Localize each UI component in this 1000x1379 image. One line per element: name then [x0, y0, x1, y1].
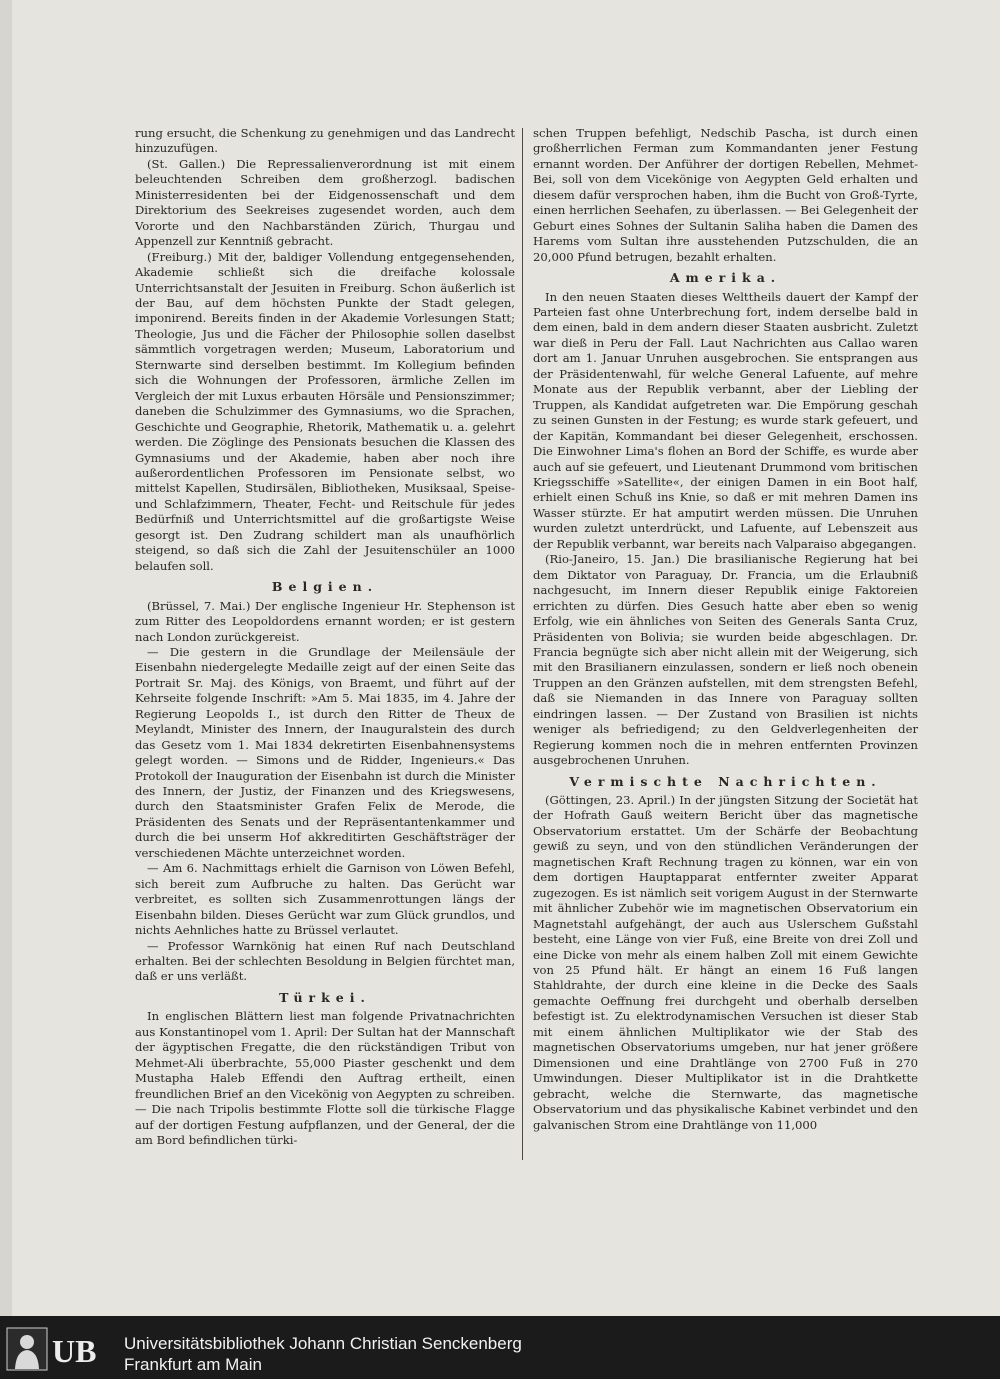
paragraph: (Freiburg.) Mit der, baldiger Vollendung entgegensehenden, Akademie schließt sich die dreifache kolossale Unterrichtsanstalt der Jesuiten in Freiburg. Schon äußerlich ist der Bau, auf dem höchsten Punkte der Stadt gelegen, imponirend. Bereits finden in der Akademie Vorlesungen Statt; Theologie, Jus und die Fächer der Philosophie sollen daselbst sämmtlich vorgetragen werden; Museum, Laboratorium und Sternwarte sind derselben bestimmt. Im Kollegium befinden sich die Wohnungen der Professoren, ärmliche Zellen im Vergleich der mit Luxus erbauten Hörsäle und Pensionszimmer; daneben die Schulzimmer des Gymnasiums, wo die Sprachen, Geschichte und Geographie, Rhetorik, Mathematik u. a. gelehrt werden. Die Zöglinge des Pensionats besuchen die Klassen des Gymnasiums und der Akademie, haben aber noch ihre außerordentlichen Professoren im Pensionate selbst, wo mittelst Kapellen, Studirsälen, Bibliotheken, Musiksaal, Speise- und Schlafzimmern, Theater, Fecht- und Reitschule für jedes Bedürfniß und Unterrichtsmittel auf die großartigste Weise gesorgt ist. Den Zudrang schildert man als unaufhörlich steigend, so daß sich die Zahl der Jesuitenschüler an 1000 belaufen soll. — [135, 249, 515, 573]
paragraph: — Professor Warnkönig hat einen Ruf nach Deutschland erhalten. Bei der schlechten Besoldung in Belgien fürchtet man, daß er uns verläßt. — [135, 938, 515, 984]
paragraph: (Rio-Janeiro, 15. Jan.) Die brasilianische Regierung hat bei dem Diktator von Paraguay, Dr. Francia, um die Erlaubniß nachgesucht, im Innern dieser Republik einige Faktoreien errichten zu dürfen. Dies Gesuch hatte aber eben so wenig Erfolg, wie ein ähnliches von Seiten des Generals Santa Cruz, Präsidenten von Bolivia; sie wurden beide abgeschlagen. Dr. Francia begnügte sich aber nicht allein mit der Weigerung, sich mit den Brasilianern einzulassen, sondern er ließ noch obenein Truppen an den Gränzen aufstellen, mit dem strengsten Befehl, daß sie Niemanden in das Innere von Paraguay sollten eindringen lassen. — Der Zustand von Brasilien ist nichts weniger als befriedigend; zu den Geldverlegenheiten der Regierung kommen noch die in mehren entfernten Provinzen ausgebrochenen Unruhen. — [533, 552, 918, 768]
left-column — [135, 126, 515, 1148]
paragraph: In den neuen Staaten dieses Welttheils dauert der Kampf der Parteien fast ohne Unterbrechung fort, indem derselbe bald in dem einen, bald in dem andern dieser Staaten ausbricht. Zuletzt war dieß in Peru der Fall. Laut Nachrichten aus Callao waren dort am 1. Januar Unruhen ausgebrochen. Sie entsprangen aus der Präsidentenwahl, für welche General Lafuente, auf mehre Monate aus der Republik verbannt, aber der Liebling der Truppen, als Kandidat aufgetreten war. Die Empörung geschah zu seinen Gunsten in der Festung; es wurde stark gefeuert, und der Kapitän, Kommandant bei dieser Gelegenheit, erschossen. Die Einwohner Lima's flohen an Bord der Schiffe, es wurde aber auch auf sie gefeuert, und Lieutenant Drummond vom britischen Kriegsschiffe »Satellite«, der einigen Damen in ein Boot half, erhielt einen Schuß ins Knie, so daß er mit mehren Damen ins Wasser stürzte. Er hat amputirt werden müssen. Die Unruhen wurden zuletzt unterdrückt, und Lafuente, auf Lebenszeit aus der Republik verbannt, war bereits nach Valparaiso abgegangen. — [533, 289, 918, 551]
ub-logo-icon — [6, 1327, 116, 1371]
section-heading: Belgien. — [271, 579, 379, 595]
library-location: Frankfurt am Main — [124, 1355, 262, 1374]
section-heading: Türkei. — [279, 989, 371, 1005]
paragraph: — Am 6. Nachmittags erhielt die Garnison von Löwen Befehl, sich bereit zum Aufbruche zu halten. Das Gerücht war verbreitet, es sollten sich Zusammenrottungen längs der Eisenbahn bilden. Dieses Gerücht war zum Glück grundlos, und nichts Aehnliches hatte zu Brüssel verlautet. — [135, 861, 515, 938]
paragraph: rung ersucht, die Schenkung zu genehmigen und das Landrecht hinzuzufügen. — [135, 126, 515, 156]
right-column — [533, 126, 918, 1133]
paragraph: (St. Gallen.) Die Repressalienverordnung ist mit einem beleuchtenden Schreiben dem großherzogl. badischen Ministerresidenten bei der Eidgenossenschaft und dem Direktorium des Seekreises zugesendet worden, auch dem Vororte und den Nachbarständen Zürich, Thurgau und Appenzell zur Kenntniß gebracht. — [135, 156, 515, 249]
paragraph: schen Truppen befehligt, Nedschib Pascha, ist durch einen großherrlichen Ferman zum Kommandanten jener Festung ernannt worden. Der Anführer der dortigen Rebellen, Mehmet-Bei, soll von dem Vicekönige von Aegypten Geld erhalten und diesem dafür versprochen haben, ihm die Bucht von Groß-Tyrte, einen herrlichen Seehafen, zu überlassen. — Bei Gelegenheit der Geburt eines Sohnes der Sultanin Saliha haben die Damen des Harems vom Sultan ihre ausstehenden Putzschulden, die an 20,000 Pfund betrugen, bezahlt erhalten. — [533, 126, 918, 264]
section-heading: Vermischte Nachrichten. — [569, 773, 882, 789]
paper-edge — [0, 0, 12, 1316]
paragraph: In englischen Blättern liest man folgende Privatnachrichten aus Konstantinopel vom 1. April: Der Sultan hat der Mannschaft der ägyptischen Fregatte, die den rückständigen Tribut von Mehmet-Ali überbrachte, 55,000 Piaster geschenkt und dem Mustapha Haleb Effendi den Auftrag ertheilt, einen freundlichen Brief an den Vicekönig von Aegypten zu schreiben. — Die nach Tripolis bestimmte Flotte soll die türkische Flagge auf der dortigen Festung aufpflanzen, und der General, der die am Bord befindlichen türki- — [135, 1009, 515, 1147]
paragraph: (Göttingen, 23. April.) In der jüngsten Sitzung der Societät hat der Hofrath Gauß weitern Bericht über das magnetische Observatorium erstattet. Um der Schärfe der Beobachtung gewiß zu seyn, und von den stündlichen Veränderungen der magnetischen Kraft Rechnung tragen zu können, war ein von dem dortigen Hauptapparat entfernter zweiter Apparat zugezogen. Es ist nämlich seit vorigem August in der Sternwarte mit ähnlicher Zubehör wie im magnetischen Observatorium ein Magnetstahl aufgehängt, der auch aus Uslerschem Gußstahl besteht, eine Länge von vier Fuß, eine Breite von drei Zoll und eine Dicke von mehr als einem halben Zoll mit einem Gewichte von 25 Pfund hält. Er hängt an einem 16 Fuß langen Stahldrahte, der durch eine kleine in die Decke des Saals gemachte Oeffnung frei durchgeht und oberhalb derselben befestigt ist. Zu elektrodynamischen Versuchen ist dieser Stab mit einem ähnlichen Multiplikator wie der Stab des magnetischen Observatoriums umgeben, nur hat jener größere Dimensionen und eine Drahtlänge von 2700 Fuß in 270 Umwindungen. Dieser Multiplikator ist in die Drahtkette gebracht, welche die Sternwarte, das magnetische Observatorium und das physikalische Kabinet verbindet und den galvanischen Strom eine Drahtlänge von 11,000 — [533, 793, 918, 1132]
column-rule — [522, 128, 523, 1160]
logo-text: UB — [52, 1333, 97, 1369]
paragraph: — Die gestern in die Grundlage der Meilensäule der Eisenbahn niedergelegte Medaille zeigt auf der einen Seite das Portrait Sr. Maj. des Königs, von Braemt, und führt auf der Kehrseite folgende Inschrift: »Am 5. Mai 1835, im 4. Jahre der Regierung Leopolds I., ist durch den Ritter de Theux de Meylandt, Minister des Innern, der Inauguralstein des durch das Gesetz vom 1. Mai 1834 dekretirten Eisenbahnensystems gelegt worden. — Simons und de Ridder, Ingenieurs.« Das Protokoll der Inauguration der Eisenbahn ist durch die Minister des Innern, der Justiz, der Finanzen und des Kriegswesens, durch den Staatsminister Grafen Felix de Merode, die Präsidenten des Senats und der Repräsentantenkammer und durch die bei unserm Hof akkreditirten Geschäftsträger der verschiedenen Mächte unterzeichnet worden. — [135, 644, 515, 860]
section-heading: Amerika. — [669, 270, 782, 286]
library-name: Universitätsbibliothek Johann Christian Senckenberg — [124, 1334, 522, 1353]
paragraph: (Brüssel, 7. Mai.) Der englische Ingenieur Hr. Stephenson ist zum Ritter des Leopoldordens ernannt worden; er ist gestern nach London zurückgereist. — [135, 598, 515, 644]
